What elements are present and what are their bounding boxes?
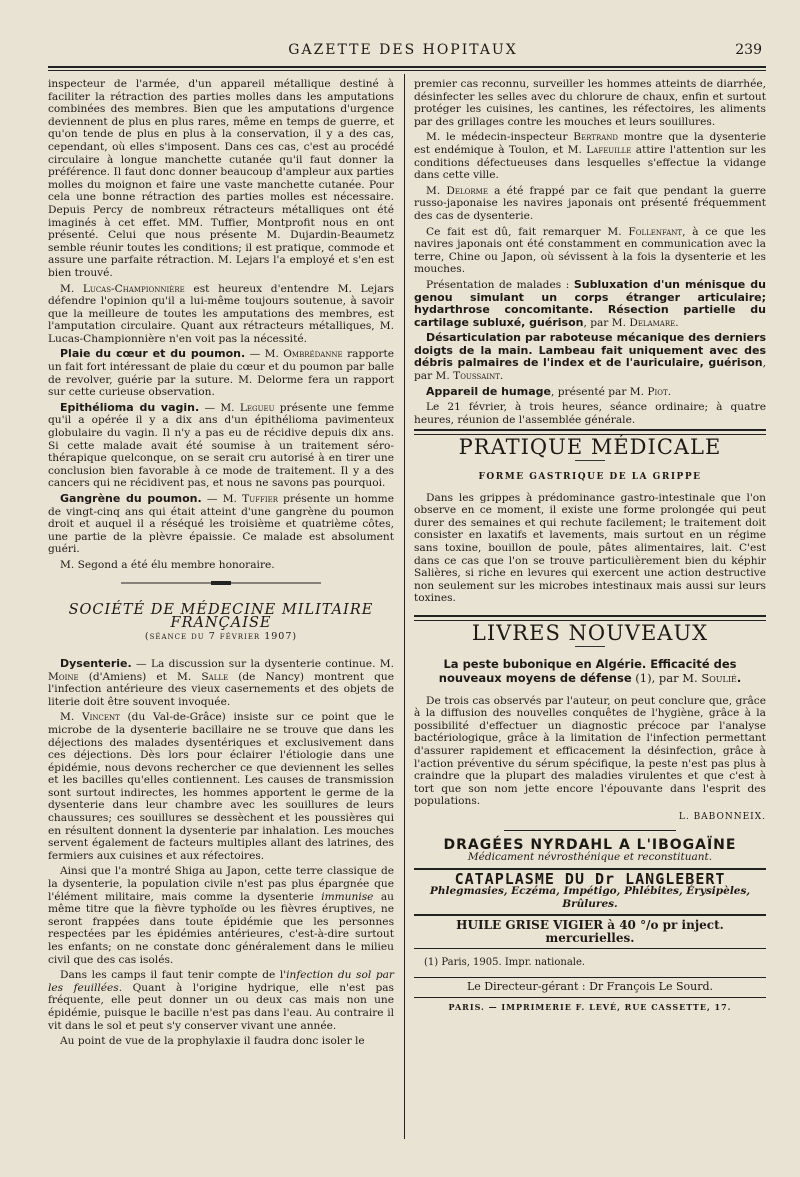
title-dash	[575, 460, 605, 461]
title-dash	[575, 646, 605, 647]
paragraph: Gangrène du poumon. — M. Tuffier présente un homme de vingt-cinq ans qui était atteint d'une gangrène du poumon droit et auquel il a réséqué les troisième et quatrième côtes, une partie de la plèvre épaissie. Ce malade est absolument guéri.	[48, 492, 394, 556]
paragraph: Présentation de malades : Subluxation d'un ménisque du genou simulant un corps étranger articulaire; hydarthrose concomitante. Résection partielle du cartilage subluxé, guérison, par M. Delamare.	[414, 277, 766, 329]
section-title: LIVRES NOUVEAUX	[471, 620, 709, 645]
paragraph: M. Lucas-Championnière est heureux d'entendre M. Lejars défendre l'opinion qu'il a lui-même toujours soutenue, à savoir que la meilleure de toutes les amputations des membres, est l'amputation circulaire. Quant aux rétracteurs métalliques, M. Lucas-Championnière n'en voit pas la nécessité.	[48, 282, 394, 345]
section-heading: Désarticulation par raboteuse mécanique des derniers doigts de la main. Lambeau fait uniquement avec des débris palmaires de l'index et de l'auriculaire, guérison	[414, 331, 766, 370]
advertisement-dragees: DRAGÉES NYRDAHL A L'IBOGAÏNE Médicament névrosthénique et reconstituant.	[443, 836, 737, 864]
author-signature: L. BABONNEIX.	[678, 811, 766, 822]
section-rule	[414, 615, 766, 617]
header-rule-thin	[48, 70, 766, 71]
section-heading: Gangrène du poumon.	[60, 492, 202, 505]
ad-divider	[504, 830, 676, 831]
seance-date: (séance du 7 février 1907)	[144, 631, 298, 643]
printer-line: PARIS. — IMPRIMERIE F. LEVÉ, RUE CASSETTE, 17.	[448, 1001, 732, 1012]
page-number: 239	[735, 42, 762, 58]
column-separator	[404, 74, 405, 1139]
paragraph: M. Delorme a été frappé par ce fait que pendant la guerre russo-japonaise les navires japonais ont présenté fréquemment des cas de dysenterie.	[414, 184, 766, 222]
advertisement-cataplasme: CATAPLASME DU Dr LANGLEBERT Phlegmasies, Eczéma, Impétigo, Phlébites, Érysipèles, Brûlures.	[429, 869, 751, 910]
section-rule	[414, 429, 766, 431]
section-heading: Dysenterie.	[60, 656, 132, 670]
paragraph: M. Vincent (du Val-de-Grâce) insiste sur ce point que le microbe de la dysenterie bacillaire ne se trouve que dans les déjections des malades dysentériques et exclusivement dans ces déjections. Dès lors pour éclairer l'étiologie dans une épidémie, nous devons rechercher ce que deviennent les selles et les bacilles qu'elles contiennent. Les causes de transmission sont surtout indirectes, les hommes apportent le germe de la dysenterie dans leur chambre avec les souillures de leurs chaussures; ces souillures se dessèchent et les poussières qui en résultent donnent la dysenterie par inhalation. Les mouches servent également de facteurs multiples allant des latrines, des fermiers aux cuisines et aux réfectoires.	[48, 711, 394, 862]
paragraph: Au point de vue de la prophylaxie il faudra donc isoler le	[60, 1035, 365, 1048]
advertisement-huile: HUILE GRISE VIGIER à 40 °/o pr inject. mercurielles.	[456, 918, 724, 946]
header-rule	[48, 66, 766, 68]
paragraph: De trois cas observés par l'auteur, on peut conclure que, grâce à la diffusion des nouvelles conquêtes de l'hygiène, grâce à la possibilité d'effectuer un diagnostic précoce par l'analyse bactériologique, grâce à la limitation de l'infection permettant d'assurer rapidement et efficacement la désinfection, grâce à l'action préventive du sérum spécifique, la peste n'est pas plus à craindre que la plupart des maladies virulentes et que c'est à tort que son nom jette encore l'épouvante dans l'esprit des populations.	[414, 694, 766, 808]
paragraph: M. le médecin-inspecteur Bertrand montre que la dysenterie est endémique à Toulon, et M. Lafeuille attire l'attention sur les conditions défectueuses dans lesquelles s'effectue la vidange dans cette ville.	[414, 131, 767, 182]
paragraph: Dans les grippes à prédominance gastro-intestinale que l'on observe en ce moment, il existe une forme prolongée qui peut durer des semaines et qui rechute facilement; le traitement doit consister en laxatifs et lavements, mais surtout en un régime sans toxine, bouillon de poule, pâtes alimentaires, lait. C'est dans ce cas que l'on se trouve particulièrement bien du képhir Salières, si riche en levures qui exercent une action destructive non seulement sur les microbes intestinaux mais aussi sur leurs toxines.	[414, 491, 766, 605]
paragraph: Appareil de humage, présenté par M. Piot.	[426, 384, 672, 398]
society-title: SOCIÉTÉ DE MÉDECINE MILITAIRE FRANÇAISE	[68, 602, 374, 631]
paragraph: inspecteur de l'armée, d'un appareil métallique destiné à faciliter la rétraction des parties molles dans les amputations combinées des membres. Bien que les amputations d'urgence deviennent de plus en plus rares, même en temps de guerre, et qu'on tende de plus en plus à la conservation, il y a des cas, cependant, où elles s'imposent. Dans ces cas, c'est au procédé circulaire à longue manchette cutanée qu'il faut donner la préférence. Il faut donc donner beaucoup d'ampleur aux parties molles du moignon et faire une vaste manchette cutanée. Pour cela une bonne rétraction des parties molles est nécessaire. Depuis Percy de nombreux rétracteurs métalliques ont été imaginés à cet effet. MM. Tuffier, Montprofit nous en ont présenté. Celui que nous présente M. Dujardin-Beaumetz semble réunir toutes les conditions; il est pratique, commode et assure une parfaite rétraction. M. Lejars l'a employé et s'en est bien trouvé.	[48, 78, 394, 279]
paragraph: Epithélioma du vagin. — M. Legueu présente une femme qu'il a opérée il y a dix ans d'un épithélioma pavimenteux globulaire du vagin. Il n'y a pas eu de récidive depuis dix ans. Si cette malade avait été soumise à un traitement séro-thérapique quelconque, on se serait cru autorisé à en tirer une conclusion bien favorable à ce mode de traitement. Il y a des cancers qui ne récidivent pas, et nous ne savons pas pourquoi.	[48, 400, 394, 490]
article-subhead: FORME GASTRIQUE DE LA GRIPPE	[478, 472, 702, 483]
left-column	[48, 78, 394, 1051]
page-header	[30, 36, 776, 64]
ornament-divider	[48, 578, 394, 591]
journal-title: GAZETTE DES HOPITAUX	[288, 42, 518, 58]
footnote: (1) Paris, 1905. Impr. nationale.	[424, 956, 586, 968]
section-heading: Subluxation d'un ménisque du genou simulant un corps étranger articulaire; hydarthrose concomitante. Résection partielle du cartilage subluxé, guérison	[414, 277, 766, 329]
footer-rule	[414, 977, 766, 978]
paragraph: M. Segond a été élu membre honoraire.	[60, 558, 275, 571]
footer-rule	[414, 997, 766, 998]
paragraph: Dans les camps il faut tenir compte de l'infection du sol par les feuillées. Quant à l'origine hydrique, elle n'est pas fréquente, elle peut donner un ou deux cas mais non une épidémie, puisque le bacille n'est pas dans l'eau. Au contraire il vit dans le sol et peut s'y conserver vivant une année.	[48, 969, 394, 1032]
ornament-line-icon	[121, 580, 321, 586]
paragraph: Ainsi que l'a montré Shiga au Japon, cette terre classique de la dysenterie, la population civile n'est pas plus épargnée que l'élément militaire, mais comme la dysenterie immunise au même titre que la fièvre typhoïde ou les fièvres éruptives, ne seront frappées dans toute épidémie que les personnes respectées par les épidémies antérieures, c'est-à-dire surtout les enfants; on ne constate donc généralement dans le milieu civil que des cas isolés.	[48, 865, 394, 966]
section-title: PRATIQUE MÉDICALE	[458, 435, 722, 460]
director-line: Le Directeur-gérant : Dr François Le Sourd.	[466, 980, 714, 994]
book-review-title: La peste bubonique en Algérie. Efficacité des nouveaux moyens de défense (1), par M. Soulié.	[438, 656, 742, 685]
section-heading: Plaie du cœur et du poumon.	[60, 347, 246, 361]
paragraph: Désarticulation par raboteuse mécanique des derniers doigts de la main. Lambeau fait uniquement avec des débris palmaires de l'index et de l'auriculaire, guérison, par M. Toussaint.	[414, 331, 766, 383]
right-column	[414, 78, 766, 1013]
ad-divider	[414, 948, 766, 949]
paragraph: Dysenterie. — La discussion sur la dysenterie continue. M. Moine (d'Amiens) et M. Salle (de Nancy) montrent que l'infection antérieure des vieux casernements et des objets de literie doit être souvent invoquée.	[48, 656, 394, 708]
paragraph: Le 21 février, à trois heures, séance ordinaire; à quatre heures, réunion de l'assemblée générale.	[414, 401, 766, 426]
ad-divider	[414, 914, 766, 916]
section-heading: Appareil de humage	[426, 384, 551, 398]
section-heading: Epithélioma du vagin.	[60, 400, 200, 414]
paragraph: Ce fait est dû, fait remarquer M. Follenfant, à ce que les navires japonais ont été constamment en communication avec la terre, Chine ou Japon, où sévissent à la fois la dysenterie et les mouches.	[414, 225, 766, 276]
paragraph: premier cas reconnu, surveiller les hommes atteints de diarrhée, désinfecter les selles avec du chlorure de chaux, enfin et surtout protéger les cuisines, les cantines, les réfectoires, les aliments par des grillages contre les mouches et leurs souillures.	[414, 78, 766, 128]
paragraph: Plaie du cœur et du poumon. — M. Ombrédanne rapporte un fait fort intéressant de plaie du cœur et du poumon par balle de revolver, guérie par la suture. M. Delorme fera un rapport sur cette curieuse observation.	[48, 347, 394, 399]
